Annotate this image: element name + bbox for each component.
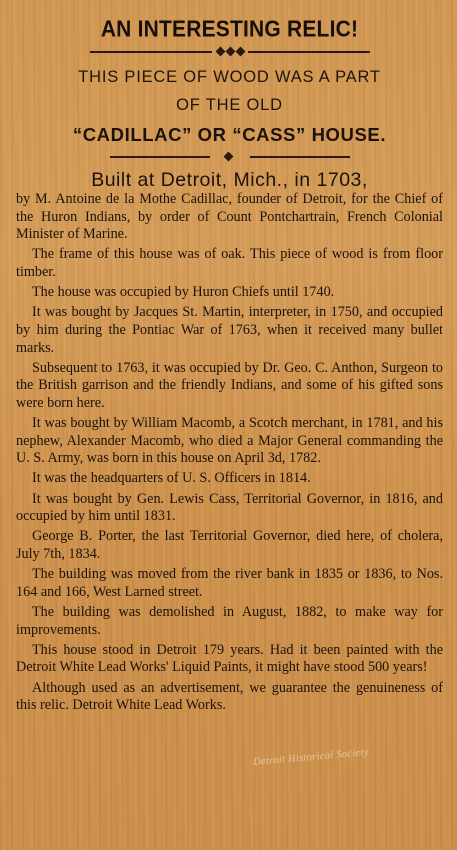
ornament-rule-small (110, 153, 350, 161)
paragraph: Subsequent to 1763, it was occupied by Dr. Geo. C. Anthon, Surgeon to the British garrison and the friendly Indians, and some of his gifted sons were born here. (16, 359, 443, 411)
paragraph: It was the headquarters of U. S. Officers in 1814. (32, 470, 311, 487)
watermark: Detroit Historical Society (252, 746, 370, 769)
paragraph: The building was demolished in August, 1882, to make way for improvements. (16, 604, 443, 638)
paragraph: It was bought by Jacques St. Martin, interpreter, in 1750, and occupied by him during the Pontiac War of 1763, when it received many bullet marks. (16, 304, 443, 356)
built-line: Built at Detroit, Mich., in 1703, (91, 169, 368, 191)
paragraph: The building was moved from the river bank in 1835 or 1836, to Nos. 164 and 166, West Larned street. (16, 566, 443, 600)
paragraph: It was bought by William Macomb, a Scotch merchant, in 1781, and his nephew, Alexander Macomb, who died a Major General commanding the U. S. Army, was born in this house on April 3d, 1782. (16, 415, 443, 467)
paragraph: The frame of this house was of oak. This piece of wood is from floor timber. (16, 246, 443, 280)
headline: AN INTERESTING RELIC! (100, 16, 359, 43)
subline-1: THIS PIECE OF WOOD WAS A PART (78, 68, 381, 86)
paragraph: George B. Porter, the last Territorial Governor, died here, of cholera, July 7th, 1834. (16, 528, 443, 563)
ornament-rule (90, 47, 370, 57)
subline-2: OF THE OLD (176, 96, 283, 114)
paragraph: Although used as an advertisement, we guarantee the genuineness of this relic. Detroit White Lead Works. (16, 679, 443, 714)
history-text (16, 191, 443, 715)
paragraph: The house was occupied by Huron Chiefs until 1740. (32, 284, 335, 301)
paragraph: by M. Antoine de la Mothe Cadillac, founder of Detroit, for the Chief of the Huron Indians, by order of Count Pontchartrain, French Colonial Minister of Marine. (16, 191, 443, 243)
house-name: “CADILLAC” OR “CASS” HOUSE. (72, 124, 387, 145)
paragraph: It was bought by Gen. Lewis Cass, Territorial Governor, in 1816, and occupied by him until 1831. (16, 490, 443, 525)
paragraph: This house stood in Detroit 179 years. Had it been painted with the Detroit White Lead Works' Liquid Paints, it might have stood 500 years! (16, 641, 443, 676)
